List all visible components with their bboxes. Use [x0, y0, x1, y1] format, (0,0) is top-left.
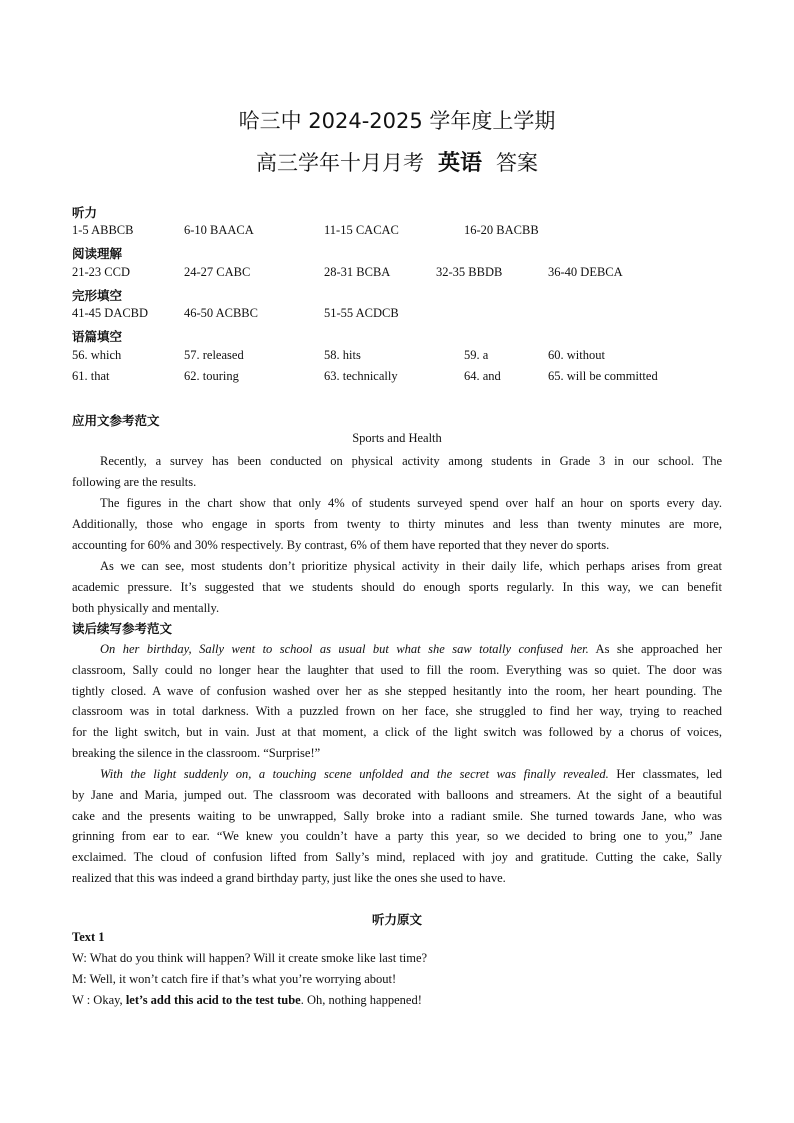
essay-paragraph-3	[72, 556, 722, 618]
essay-line: The figures in the chart show that only 4% of students surveyed spend over half an hour on sports every day.	[100, 496, 722, 510]
section-label-reading: 阅读理解	[72, 246, 123, 261]
story-line: classroom, Sally could no longer hear the laughter that used to fill the room. Everything was so quiet. The door was	[72, 662, 722, 677]
answer-row-cloze	[0, 306, 794, 324]
answer-cell: 46-50 ACBBC	[184, 306, 258, 320]
answer-row-grammar-1	[0, 348, 794, 366]
story-line: realized that this was indeed a grand birthday party, just like the ones she used to have.	[72, 870, 506, 885]
answer-cell: 56. which	[72, 348, 122, 362]
answer-cell: 28-31 BCBA	[324, 265, 391, 279]
essay-paragraph-2	[72, 493, 722, 555]
story-line: classroom was in total darkness. With a puzzled frown on her face, she struggled to find her way, trying to reached	[72, 704, 722, 719]
page-subtitle	[0, 146, 794, 177]
story-lead-sentence: With the light suddenly on, a touching scene unfolded and the secret was finally revealed.	[100, 767, 609, 781]
section-label-listening: 听力	[72, 205, 98, 220]
story-paragraph-2	[72, 764, 722, 889]
answer-row-grammar-2	[0, 369, 794, 387]
section-label-grammar: 语篇填空	[72, 329, 123, 344]
answer-cell: 57. released	[184, 348, 244, 362]
section-label-continuation: 读后续写参考范文	[72, 621, 173, 636]
essay-line: both physically and mentally.	[72, 600, 220, 615]
section-label-writing: 应用文参考范文	[72, 413, 160, 428]
answer-cell: 58. hits	[324, 348, 361, 362]
answer-cell: 32-35 BBDB	[436, 265, 503, 279]
transcript-line: W: What do you think will happen? Will it create smoke like last time?	[72, 951, 428, 965]
transcript-text-label: Text 1	[72, 930, 105, 944]
answer-cell: 11-15 CACAC	[324, 223, 399, 237]
transcript-line-rest: . Oh, nothing happened!	[300, 993, 422, 1007]
transcript-speaker: W : Okay,	[72, 993, 126, 1007]
answer-row-listening	[0, 223, 794, 241]
story-line: by Jane and Maria, jumped out. The classroom was decorated with balloons and streamers. At the sight of a beautiful	[72, 787, 722, 802]
essay-line: As we can see, most students don’t prioritize physical activity in their daily life, which perhaps arises from great	[100, 559, 722, 573]
answer-cell: 63. technically	[324, 369, 398, 383]
story-line: grinning from ear to ear. “We knew you couldn’t have a party this year, so we decided to bring one to you,” Jane	[72, 829, 722, 844]
story-line: tightly closed. A wave of confusion washed over her as she stepped hesitantly into the room, her heart pounding. The	[72, 683, 722, 698]
essay-title: Sports and Health	[352, 431, 442, 445]
transcript-line	[72, 993, 422, 1008]
essay-line: following are the results.	[72, 474, 197, 489]
story-paragraph-1	[72, 639, 722, 764]
subtitle-answers: 答案	[496, 151, 538, 175]
answer-cell: 24-27 CABC	[184, 265, 251, 279]
transcript-highlight: let’s add this acid to the test tube	[125, 993, 301, 1007]
essay-line: Additionally, those who engage in sports from twenty to thirty minutes and less than twenty minutes are more,	[72, 516, 722, 531]
page-title: 哈三中 2024-2025 学年度上学期	[238, 109, 556, 133]
story-line	[72, 764, 722, 785]
story-line: cake and the presents waiting to be unwrapped, Sally broke into a radiant smile. She turned towards Jane, who was	[72, 808, 722, 823]
story-line: breaking the silence in the classroom. “Surprise!”	[72, 745, 321, 760]
subtitle-exam: 高三学年十月月考	[255, 151, 424, 175]
answer-cell: 21-23 CCD	[72, 265, 130, 279]
story-line: for the light switch, but in vain. Just at that moment, a click of the light switch was followed by a chorus of voices,	[72, 725, 722, 740]
answer-row-reading	[0, 265, 794, 283]
answer-cell: 64. and	[464, 369, 501, 383]
answer-cell: 59. a	[464, 348, 489, 362]
transcript-line: M: Well, it won’t catch fire if that’s what you’re worrying about!	[72, 972, 397, 986]
answer-cell: 1-5 ABBCB	[72, 223, 134, 237]
answer-cell: 6-10 BAACA	[184, 223, 254, 237]
story-line-rest: Her classmates, led	[608, 767, 723, 781]
subtitle-subject: 英语	[437, 150, 482, 176]
answer-cell: 41-45 DACBD	[72, 306, 149, 320]
answer-cell: 60. without	[548, 348, 605, 362]
section-label-cloze: 完形填空	[72, 288, 123, 303]
story-line-rest: As she approached her	[588, 642, 722, 656]
answer-cell: 61. that	[72, 369, 110, 383]
story-line: exclaimed. The cloud of confusion lifted from Sally’s mind, replaced with joy and gratitude. Cutting the cake, Sally	[72, 850, 722, 865]
essay-line: accounting for 60% and 30% respectively. By contrast, 6% of them have reported that they never do sports.	[72, 537, 610, 552]
answer-cell: 36-40 DEBCA	[548, 265, 623, 279]
essay-paragraph-1	[72, 451, 722, 493]
story-lead-sentence: On her birthday, Sally went to school as usual but what she saw totally confused her.	[100, 642, 589, 656]
essay-line: academic pressure. It’s suggested that we students should do enough sports regularly. In this way, we can benefit	[72, 579, 722, 594]
story-line	[72, 639, 722, 660]
answer-cell: 65. will be committed	[548, 369, 658, 383]
section-label-transcript: 听力原文	[371, 912, 422, 927]
answer-cell: 16-20 BACBB	[464, 223, 539, 237]
answer-cell: 62. touring	[184, 369, 239, 383]
answer-cell: 51-55 ACDCB	[324, 306, 399, 320]
essay-line: Recently, a survey has been conducted on physical activity among students in Grade 3 in our school. The	[100, 454, 722, 468]
